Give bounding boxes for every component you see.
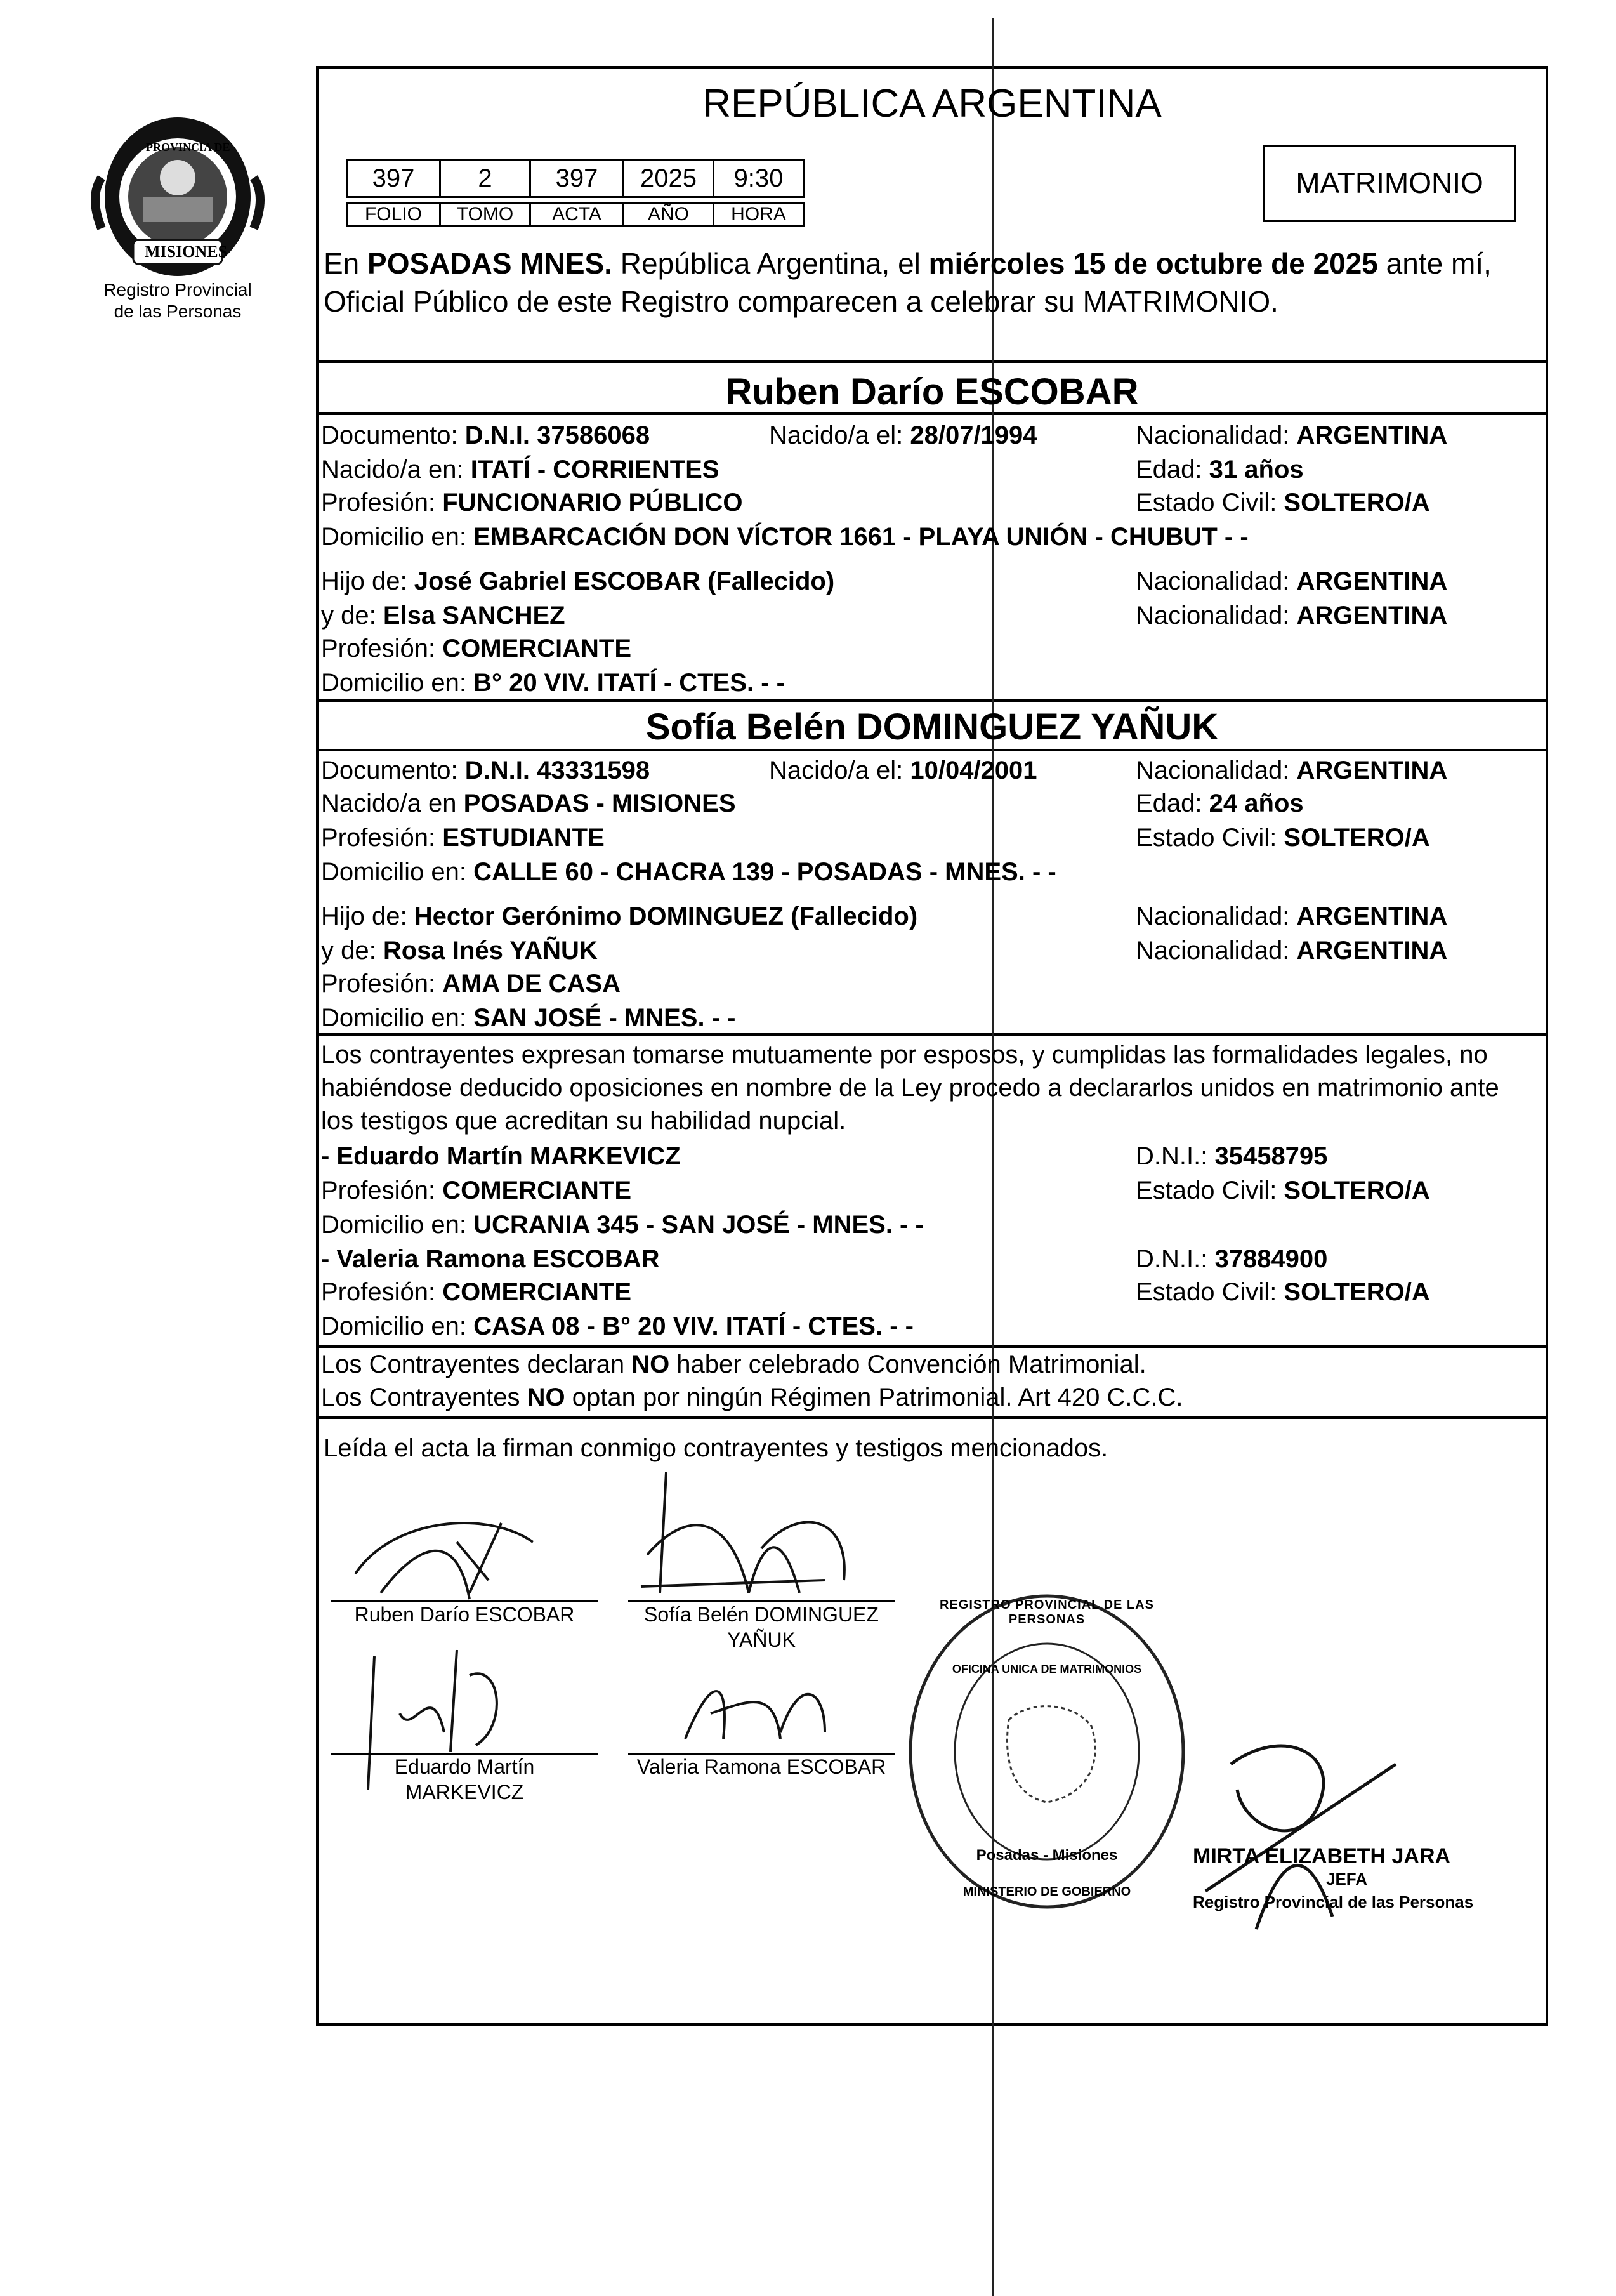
official-stamp [901,1587,1193,1917]
logo-caption-line1: Registro Provincial [103,280,252,300]
witness2-dni: D.N.I.: 37884900 [1136,1245,1328,1273]
spouse2-profession: Profesión: ESTUDIANTE [321,824,605,852]
spouse1-father: Hijo de: José Gabriel ESCOBAR (Fallecido) [321,567,835,595]
spouse2-name: Sofía Belén DOMINGUEZ YAÑUK [645,706,1219,748]
spouse2-mother: y de: Rosa Inés YAÑUK [321,937,598,965]
stamp-ring-text: REGISTRO PROVINCIAL DE LAS PERSONAS [940,1598,1154,1626]
spouse1-birthplace: Nacido/a en: ITATÍ - CORRIENTES [321,456,719,484]
witness2-profession: Profesión: COMERCIANTE [321,1278,631,1306]
spouse1-parent-profession: Profesión: COMERCIANTE [321,635,631,663]
spouse1-age: Edad: 31 años [1136,456,1304,484]
record-label-tomo: TOMO [439,202,531,227]
signature-caption-witness2: Valeria Ramona ESCOBAR [636,1755,886,1778]
scan-fold-line [992,18,994,2296]
registry-logo [82,102,273,292]
signature-caption-spouse1: Ruben Darío ESCOBAR [354,1603,575,1626]
logo-caption-line2: de las Personas [114,301,242,321]
spouse1-profession: Profesión: FUNCIONARIO PÚBLICO [321,489,743,517]
act-type-box: MATRIMONIO [1263,145,1516,222]
divider [316,360,1548,363]
witness1-profession: Profesión: COMERCIANTE [321,1177,631,1204]
witness2-address: Domicilio en: CASA 08 - B° 20 VIV. ITATÍ - CTES. - - [321,1312,914,1340]
spouse1-name: Ruben Darío ESCOBAR [725,371,1139,412]
official-title: JEFA [1326,1870,1368,1889]
spouse1-document: Documento: D.N.I. 37586068 [321,421,650,449]
spouse2-address: Domicilio en: CALLE 60 - CHACRA 139 - POSADAS - MNES. - - [321,858,1056,886]
logo-seal-text-bottom: MISIONES [145,242,228,261]
official-office: Registro Provincial de las Personas [1193,1892,1474,1911]
spouse2-father-nationality: Nacionalidad: ARGENTINA [1136,902,1448,930]
record-label-hour: HORA [713,202,805,227]
official-name: MIRTA ELIZABETH JARA [1193,1844,1451,1868]
spouse1-address: Domicilio en: EMBARCACIÓN DON VÍCTOR 1661 - PLAYA UNIÓN - CHUBUT - - [321,523,1249,551]
record-acta: 397 [529,159,624,198]
divider [316,1416,1548,1419]
witness1-address: Domicilio en: UCRANIA 345 - SAN JOSÉ - MNES. - - [321,1211,924,1239]
spouse1-parent-address: Domicilio en: B° 20 VIV. ITATÍ - CTES. - - [321,669,785,697]
spouse1-nationality: Nacionalidad: ARGENTINA [1136,421,1448,449]
spouse2-mother-nationality: Nacionalidad: ARGENTINA [1136,937,1448,965]
convention-line-1: Los Contrayentes declaran NO haber celebrado Convención Matrimonial. [321,1350,1146,1378]
country-title: REPÚBLICA ARGENTINA [702,82,1162,126]
record-label-year: AÑO [622,202,714,227]
stamp-inner-text: OFICINA UNICA DE MATRIMONIOS [952,1663,1142,1675]
divider [316,699,1548,702]
declaration-line-3: los testigos que acreditan su habilidad nupcial. [321,1107,846,1135]
spouse1-mother-nationality: Nacionalidad: ARGENTINA [1136,602,1448,630]
witness2-civil-status: Estado Civil: SOLTERO/A [1136,1278,1430,1306]
signature-caption-spouse2: Sofía Belén DOMINGUEZ YAÑUK [644,1603,879,1651]
witness1-name: - Eduardo Martín MARKEVICZ [321,1142,681,1170]
stamp-ministry: MINISTERIO DE GOBIERNO [962,1885,1131,1899]
record-label-folio: FOLIO [346,202,441,227]
spouse1-civil-status: Estado Civil: SOLTERO/A [1136,489,1430,517]
witness1-dni: D.N.I.: 35458795 [1136,1142,1328,1170]
spouse1-father-nationality: Nacionalidad: ARGENTINA [1136,567,1448,595]
closing-statement: Leída el acta la firman conmigo contrayentes y testigos mencionados. [324,1434,1108,1462]
spouse2-parent-address: Domicilio en: SAN JOSÉ - MNES. - - [321,1004,736,1032]
declaration-line-1: Los contrayentes expresan tomarse mutuamente por esposos, y cumplidas las formalidades legales, no [321,1041,1488,1069]
intro-line-1: En POSADAS MNES. República Argentina, el miércoles 15 de octubre de 2025 ante mí, [324,247,1492,280]
spouse1-mother: y de: Elsa SANCHEZ [321,602,565,630]
divider [316,749,1548,751]
witness1-civil-status: Estado Civil: SOLTERO/A [1136,1177,1430,1204]
spouse2-parent-profession: Profesión: AMA DE CASA [321,970,621,998]
spouse2-document: Documento: D.N.I. 43331598 [321,756,650,784]
spouse1-birthdate: Nacido/a el: 28/07/1994 [769,421,1037,449]
spouse2-civil-status: Estado Civil: SOLTERO/A [1136,824,1430,852]
intro-line-2: Oficial Público de este Registro comparecen a celebrar su MATRIMONIO. [324,285,1278,318]
record-folio: 397 [346,159,441,198]
logo-seal-text-top: PROVINCIA DE [146,141,230,154]
spouse2-age: Edad: 24 años [1136,789,1304,817]
stamp-city: Posadas - Misiones [976,1847,1118,1864]
signature-caption-witness1: Eduardo Martín MARKEVICZ [394,1755,535,1804]
logo-caption [70,279,286,322]
spouse2-birthplace: Nacido/a en POSADAS - MISIONES [321,789,736,817]
spouse2-birthdate: Nacido/a el: 10/04/2001 [769,756,1037,784]
witness2-name: - Valeria Ramona ESCOBAR [321,1245,660,1273]
spouse2-father: Hijo de: Hector Gerónimo DOMINGUEZ (Fallecido) [321,902,918,930]
declaration-line-2: habiéndose deducido oposiciones en nombre de la Ley procedo a declararlos unidos en matrimonio ante [321,1074,1499,1102]
record-label-acta: ACTA [529,202,624,227]
record-tomo: 2 [439,159,531,198]
signature-scribble [634,1466,863,1606]
record-hour: 9:30 [713,159,805,198]
record-year: 2025 [622,159,714,198]
convention-line-2: Los Contrayentes NO optan por ningún Régimen Patrimonial. Art 420 C.C.C. [321,1383,1183,1411]
signature-scribble [343,1504,546,1606]
spouse2-nationality: Nacionalidad: ARGENTINA [1136,756,1448,784]
signature-scribble [673,1663,838,1752]
